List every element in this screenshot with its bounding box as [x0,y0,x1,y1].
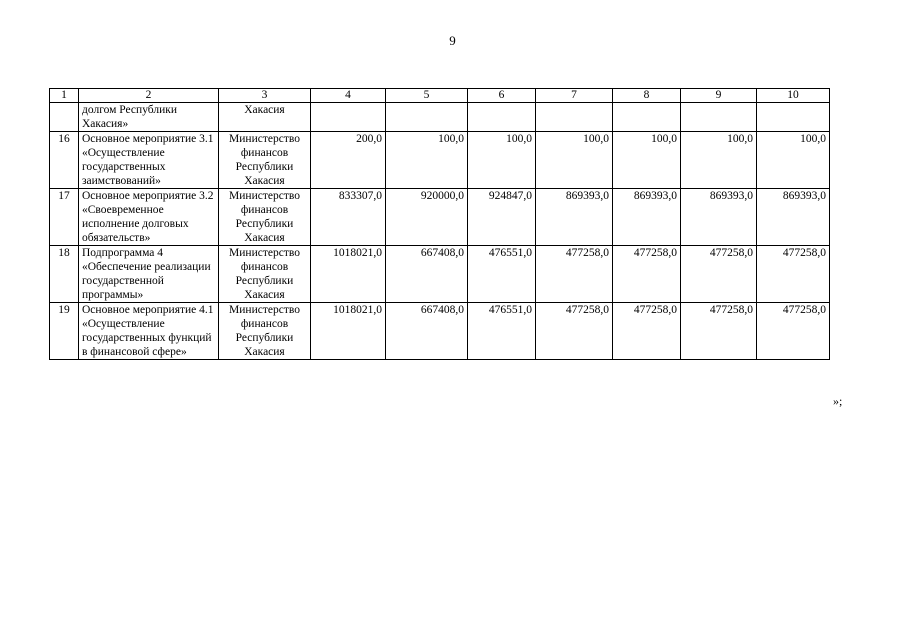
activity-name: Подпрограмма 4 «Обеспечение реализации государственной программы» [79,246,219,303]
value-cell: 833307,0 [311,189,386,246]
executor: Министерство финансов Республики Хакасия [219,246,311,303]
value-cell: 920000,0 [386,189,468,246]
value-cell: 476551,0 [468,246,536,303]
activity-name: Основное мероприятие 3.1 «Осуществление государственных заимствований» [79,132,219,189]
column-header: 5 [386,89,468,103]
column-header: 6 [468,89,536,103]
executor: Хакасия [219,103,311,132]
value-cell: 200,0 [311,132,386,189]
value-cell: 100,0 [681,132,757,189]
value-cell: 1018021,0 [311,246,386,303]
executor: Министерство финансов Республики Хакасия [219,132,311,189]
activity-name: Основное мероприятие 3.2 «Своевременное исполнение долговых обязательств» [79,189,219,246]
row-number: 16 [50,132,79,189]
value-cell: 924847,0 [468,189,536,246]
value-cell: 869393,0 [681,189,757,246]
value-cell: 477258,0 [757,246,830,303]
value-cell: 477258,0 [536,303,613,360]
row-number: 19 [50,303,79,360]
value-cell: 667408,0 [386,303,468,360]
page-number: 9 [449,33,456,48]
value-cell [536,103,613,132]
executor: Министерство финансов Республики Хакасия [219,303,311,360]
value-cell: 1018021,0 [311,303,386,360]
value-cell: 100,0 [536,132,613,189]
value-cell [681,103,757,132]
value-cell: 869393,0 [613,189,681,246]
table-row [50,132,830,189]
value-cell: 100,0 [386,132,468,189]
value-cell: 477258,0 [681,303,757,360]
value-cell [613,103,681,132]
value-cell [757,103,830,132]
activity-name: долгом Республики Хакасия» [79,103,219,132]
value-cell: 477258,0 [681,246,757,303]
row-number: 17 [50,189,79,246]
value-cell: 869393,0 [757,189,830,246]
column-header: 8 [613,89,681,103]
value-cell: 476551,0 [468,303,536,360]
column-header: 4 [311,89,386,103]
value-cell: 477258,0 [613,303,681,360]
value-cell: 477258,0 [757,303,830,360]
row-number [50,103,79,132]
value-cell: 869393,0 [536,189,613,246]
executor: Министерство финансов Республики Хакасия [219,189,311,246]
closing-quote-mark: »; [833,394,843,408]
value-cell: 100,0 [613,132,681,189]
value-cell: 100,0 [757,132,830,189]
value-cell: 477258,0 [536,246,613,303]
value-cell: 100,0 [468,132,536,189]
table-row [50,303,830,360]
row-number: 18 [50,246,79,303]
activity-name: Основное мероприятие 4.1 «Осуществление государственных функций в финансовой сфере» [79,303,219,360]
header-row [50,89,830,103]
column-header: 1 [50,89,79,103]
value-cell [311,103,386,132]
value-cell: 667408,0 [386,246,468,303]
column-header: 10 [757,89,830,103]
table-row [50,246,830,303]
budget-table [49,88,830,360]
column-header: 2 [79,89,219,103]
table-row [50,189,830,246]
column-header: 9 [681,89,757,103]
value-cell: 477258,0 [613,246,681,303]
table-row [50,103,830,132]
value-cell [386,103,468,132]
column-header: 7 [536,89,613,103]
value-cell [468,103,536,132]
column-header: 3 [219,89,311,103]
